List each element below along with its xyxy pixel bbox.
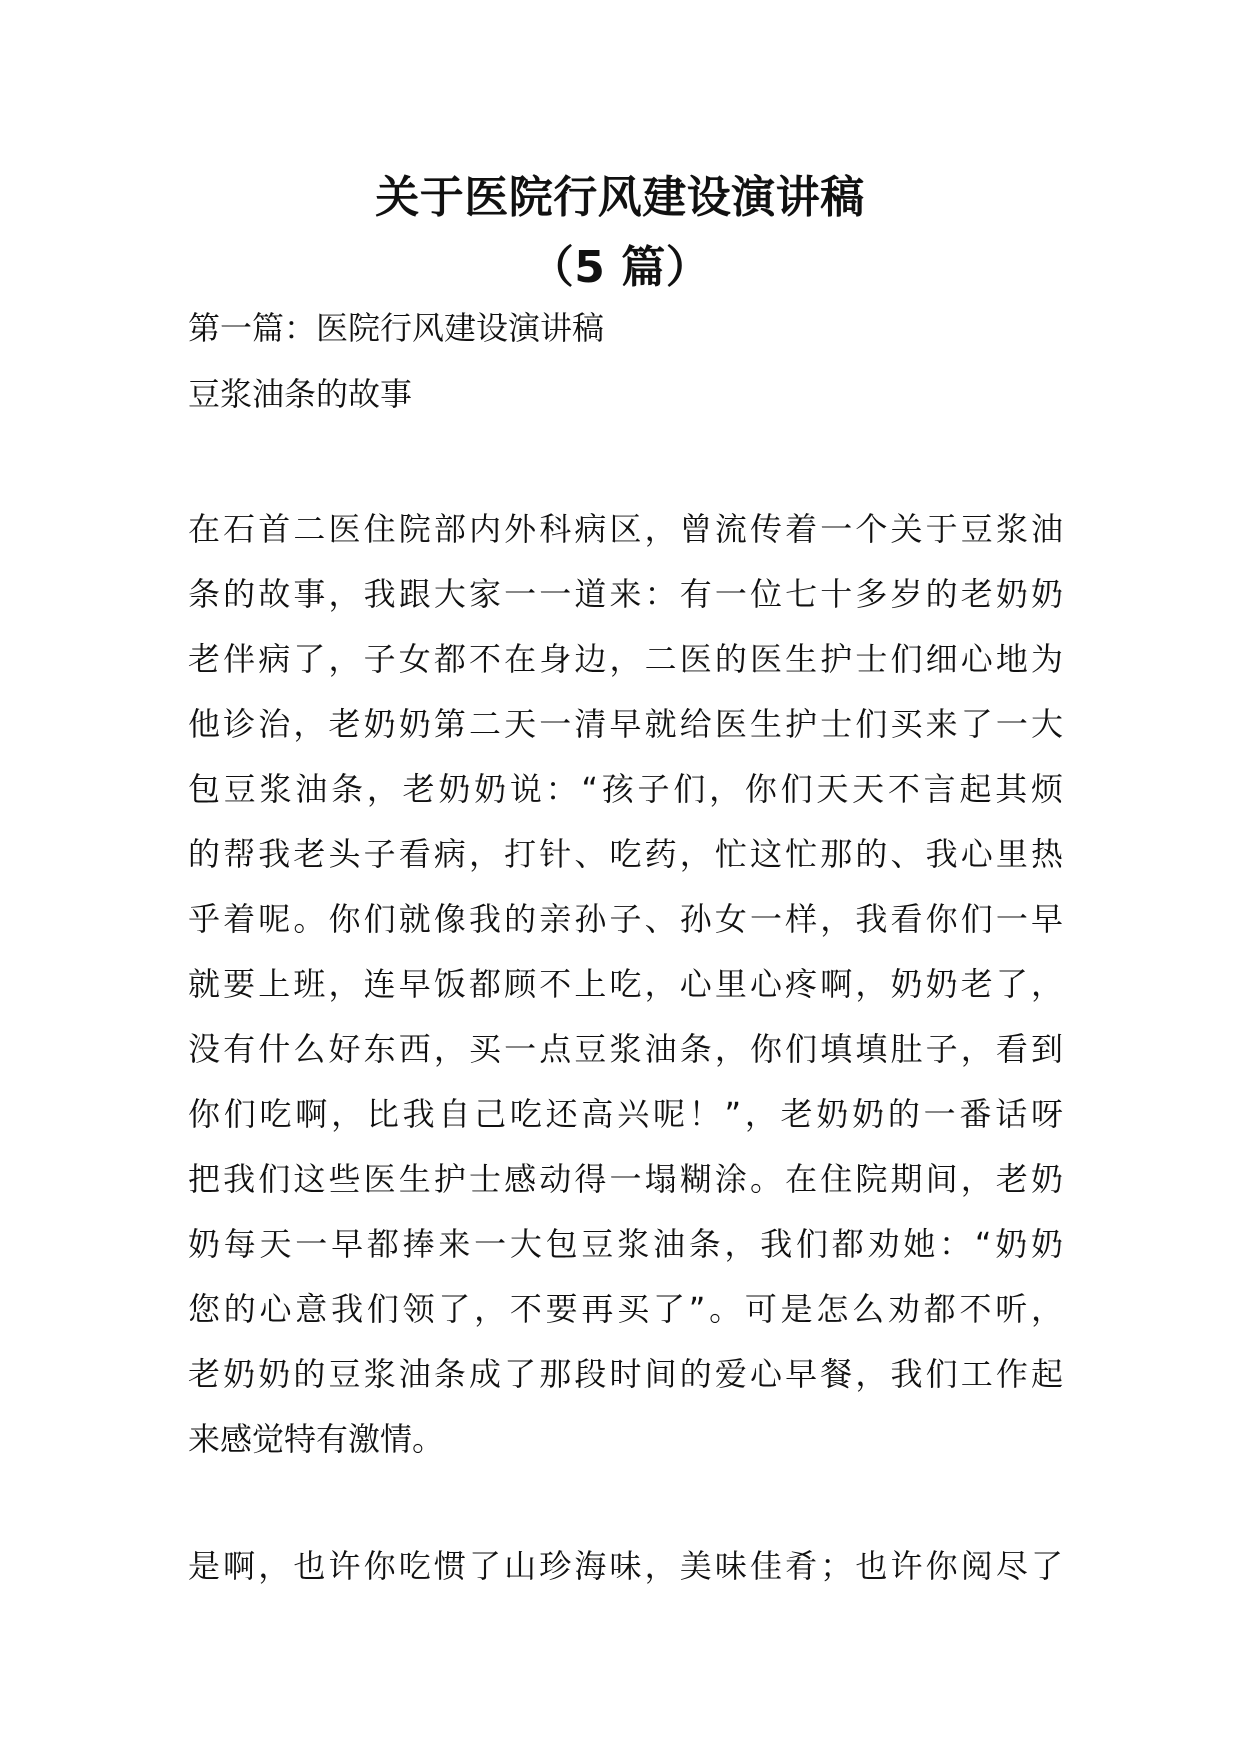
paragraph-line: 包豆浆油条，老奶奶说：“孩子们，你们天天不言起其烦: [188, 770, 1063, 808]
document-subtitle: （5 篇）: [529, 242, 711, 293]
paragraph-1: [188, 497, 1063, 1472]
story-title: 豆浆油条的故事: [188, 375, 413, 413]
paragraph-line: 在石首二医住院部内外科病区，曾流传着一个关于豆浆油: [188, 510, 1063, 548]
paragraph-line: 来感觉特有激情。: [188, 1420, 445, 1458]
paragraph-line: 条的故事，我跟大家一一道来：有一位七十多岁的老奶奶: [188, 575, 1063, 613]
section-heading: 第一篇：医院行风建设演讲稿: [188, 309, 605, 347]
paragraph-line: 老奶奶的豆浆油条成了那段时间的爱心早餐，我们工作起: [188, 1355, 1063, 1393]
paragraph-line: 是啊，也许你吃惯了山珍海味，美味佳肴；也许你阅尽了: [188, 1547, 1063, 1585]
paragraph-line: 你们吃啊，比我自己吃还高兴呢！”，老奶奶的一番话呀: [188, 1095, 1063, 1133]
paragraph-line: 没有什么好东西，买一点豆浆油条，你们填填肚子，看到: [188, 1030, 1063, 1068]
paragraph-line: 您的心意我们领了，不要再买了”。可是怎么劝都不听，: [188, 1290, 1063, 1328]
paragraph-line: 老伴病了，子女都不在身边，二医的医生护士们细心地为: [188, 640, 1063, 678]
paragraph-line: 奶每天一早都捧来一大包豆浆油条，我们都劝她：“奶奶: [188, 1225, 1063, 1263]
paragraph-line: 他诊治，老奶奶第二天一清早就给医生护士们买来了一大: [188, 705, 1063, 743]
paragraph-line: 就要上班，连早饭都顾不上吃，心里心疼啊，奶奶老了，: [188, 965, 1063, 1003]
paragraph-line: 的帮我老头子看病，打针、吃药，忙这忙那的、我心里热: [188, 835, 1063, 873]
document-title: 关于医院行风建设演讲稿: [375, 172, 865, 223]
paragraph-2: [188, 1534, 1063, 1599]
paragraph-line: 乎着呢。你们就像我的亲孙子、孙女一样，我看你们一早: [188, 900, 1063, 938]
paragraph-line: 把我们这些医生护士感动得一塌糊涂。在住院期间，老奶: [188, 1160, 1063, 1198]
